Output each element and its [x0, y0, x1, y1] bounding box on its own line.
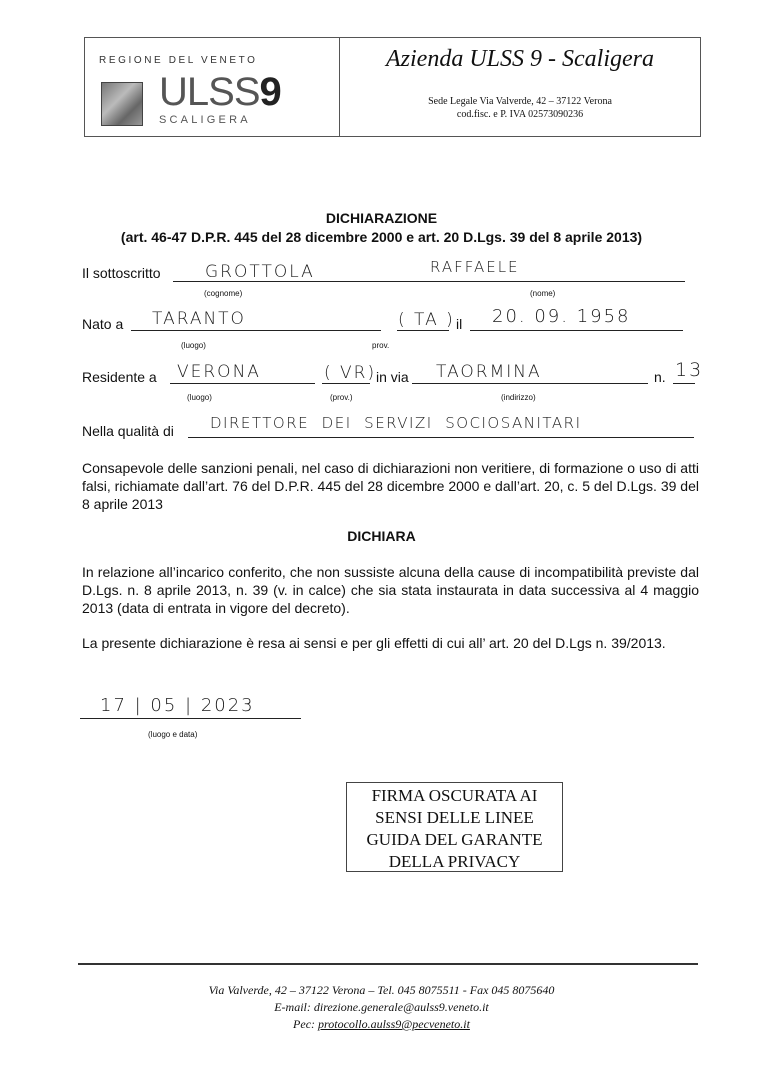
footer-pec — [0, 1017, 763, 1032]
nome-value: RAFFAELE — [430, 258, 520, 276]
date-value: 17 | 05 | 2023 — [100, 695, 255, 716]
fiscal-code: cod.fisc. e P. IVA 02573090236 — [456, 109, 584, 120]
stamp-line-3: GUIDA DEL GARANTE — [366, 830, 543, 849]
region-label: REGIONE DEL VENETO — [99, 55, 258, 66]
residente-label: Residente a — [82, 369, 157, 385]
pec-label: Pec: — [293, 1017, 319, 1031]
relazione-paragraph: In relazione all’incarico conferito, che non sussiste alcuna della cause di incompatibilità previste dal D.Lgs. n. 8 aprile 2013, n. 39 (v. in calce) che sia stata instaurata in data successiva al 4 maggio 2013 (data di entrata in vigore del decreto). — [82, 564, 699, 616]
residence-province-line — [322, 383, 370, 384]
luogo-caption-2: (luogo) — [187, 393, 212, 402]
birthdate-line — [470, 330, 683, 331]
sottoscritto-label: Il sottoscritto — [82, 265, 161, 281]
sede-line: Sede Legale Via Valverde, 42 – 37122 Verona — [428, 96, 612, 107]
civico-line — [673, 383, 695, 384]
in-via-label: in via — [376, 369, 409, 385]
birth-province-value: ( TA ) — [398, 310, 455, 330]
cognome-value: GROTTOLA — [205, 262, 315, 282]
residence-province-value: ( VR) — [324, 363, 377, 383]
birth-province-line — [397, 330, 449, 331]
presente-paragraph: La presente dichiarazione è resa ai sensi e per gli effetti di cui all’ art. 20 del D.Lgs n. 39/2013. — [82, 635, 666, 651]
cognome-caption: (cognome) — [204, 289, 243, 298]
letterhead — [84, 37, 701, 137]
civico-value: 13 — [675, 359, 704, 381]
footer-email: E-mail: direzione.generale@aulss9.veneto.it — [274, 1000, 489, 1014]
pec-link[interactable]: protocollo.aulss9@pecveneto.it — [318, 1017, 470, 1031]
prov-caption: prov. — [372, 341, 390, 350]
organization-name: Azienda ULSS 9 - Scaligera — [386, 46, 654, 72]
stamp-line-2: SENSI DELLE LINEE — [375, 808, 534, 827]
signature-redaction-stamp — [346, 782, 563, 872]
ulss-logo-subtitle: SCALIGERA — [159, 114, 251, 126]
document-title: DICHIARAZIONE — [325, 210, 438, 226]
date-line — [80, 718, 301, 719]
prov-caption-2: (prov.) — [330, 393, 353, 402]
document-subtitle: (art. 46-47 D.P.R. 445 del 28 dicembre 2000 e art. 20 D.Lgs. 39 del 8 aprile 2013) — [120, 229, 643, 245]
date-caption: (luogo e data) — [148, 730, 198, 739]
indirizzo-caption: (indirizzo) — [501, 393, 536, 402]
role-line — [188, 437, 694, 438]
civico-label: n. — [654, 369, 666, 385]
nome-caption: (nome) — [530, 289, 556, 298]
consapevole-paragraph: Consapevole delle sanzioni penali, nel caso di dichiarazioni non veritiere, di formazione o uso di atti falsi, richiamate dall’art. 76 del D.P.R. 445 del 28 dicembre 2000 e dall’art. 20, c. 5 del D.Lgs. 39 del 8 aprile 2013 — [82, 460, 699, 512]
birthplace-value: TARANTO — [152, 309, 246, 329]
nato-label: Nato a — [82, 316, 124, 332]
il-label: il — [456, 316, 463, 332]
qualita-label: Nella qualità di — [82, 423, 174, 439]
role-value: DIRETTORE DEI SERVIZI SOCIOSANITARI — [210, 414, 582, 432]
lion-of-st-mark-logo — [101, 82, 143, 126]
ulss-logo: ULSS9 — [159, 70, 281, 114]
street-line — [412, 383, 648, 384]
footer-divider — [78, 963, 698, 965]
birthplace-line — [131, 330, 381, 331]
footer-address: Via Valverde, 42 – 37122 Verona – Tel. 045 8075511 - Fax 045 8075640 — [208, 983, 555, 997]
street-value: TAORMINA — [436, 362, 542, 382]
dichiara-heading: DICHIARA — [347, 528, 416, 544]
luogo-caption: (luogo) — [181, 341, 206, 350]
stamp-line-1: FIRMA OSCURATA AI — [371, 786, 538, 805]
residence-line — [170, 383, 315, 384]
birthdate-value: 20. 09. 1958 — [492, 306, 631, 327]
stamp-line-4: DELLA PRIVACY — [388, 852, 521, 871]
legal-address — [340, 95, 700, 121]
residence-value: VERONA — [177, 362, 261, 382]
